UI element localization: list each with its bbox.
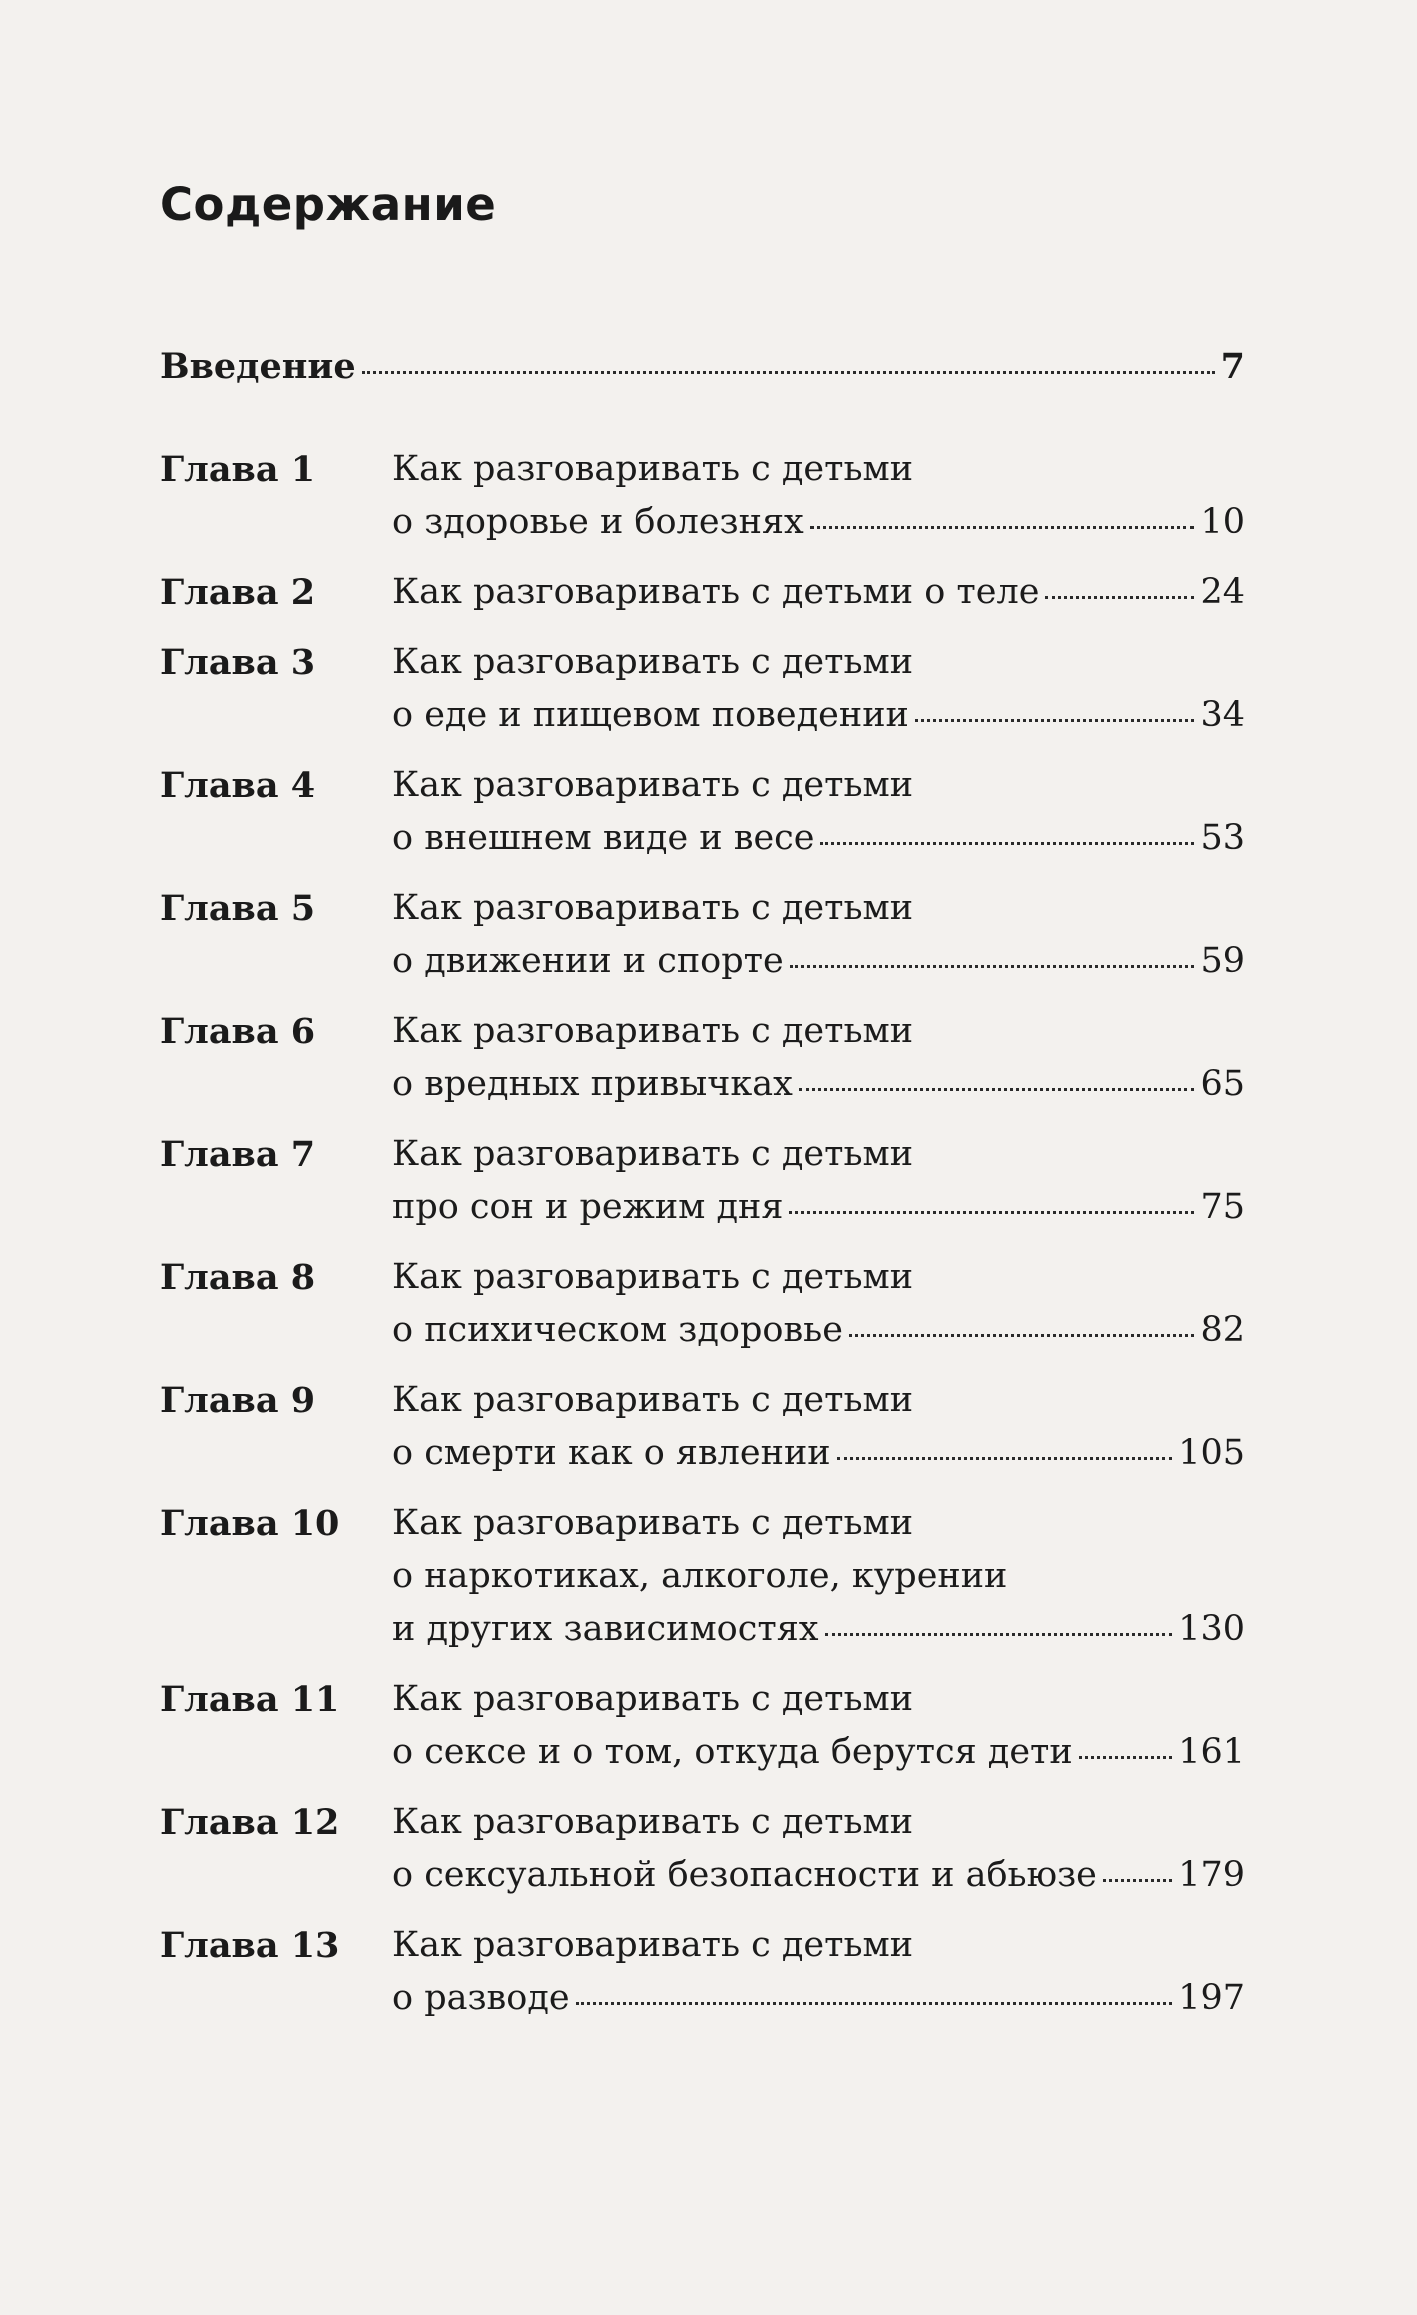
dot-leader (789, 1211, 1194, 1214)
chapter-title-line: о сексуальной безопасности и абьюзе (392, 1855, 1097, 1895)
chapter-title-last-line (392, 1181, 1245, 1234)
chapter-number: Глава 5 (160, 888, 316, 929)
page-title: Содержание (160, 178, 497, 231)
chapter-title-line: Как разговаривать с детьми (392, 1925, 914, 1965)
toc-entry-intro (160, 340, 1245, 393)
chapter-title-line: Как разговаривать с детьми (392, 888, 914, 928)
chapter-title (392, 759, 1245, 865)
chapter-title-line: Как разговаривать с детьми (392, 1679, 914, 1719)
chapter-title-last-line (392, 1849, 1245, 1902)
toc-entry-chapter-5 (160, 882, 1245, 988)
toc-page-number: 53 (1200, 818, 1245, 858)
toc-page-number: 197 (1178, 1978, 1245, 2018)
chapter-title-last-line (392, 1726, 1245, 1779)
toc-page-number: 82 (1200, 1310, 1245, 1350)
chapter-title-line: о наркотиках, алкоголе, курении (392, 1556, 1008, 1596)
toc-entry-chapter-8 (160, 1251, 1245, 1357)
chapter-title (392, 1919, 1245, 2025)
dot-leader (362, 371, 1215, 374)
dot-leader (837, 1457, 1173, 1460)
chapter-title-line: Как разговаривать с детьми (392, 642, 914, 682)
chapter-title-line: Как разговаривать с детьми (392, 1257, 914, 1297)
chapter-title (392, 1128, 1245, 1234)
toc-page-number: 59 (1200, 941, 1245, 981)
chapter-title-line: Как разговаривать с детьми (392, 1503, 914, 1543)
chapter-number: Глава 10 (160, 1503, 340, 1544)
chapter-title-last-line (392, 812, 1245, 865)
chapter-title-line: Как разговаривать с детьми (392, 1011, 914, 1051)
chapter-title-line: о вредных привычках (392, 1064, 793, 1104)
chapter-title (392, 1005, 1245, 1111)
chapter-title (392, 882, 1245, 988)
chapter-title-line: Как разговаривать с детьми (392, 1380, 914, 1420)
toc-page-number: 34 (1200, 695, 1245, 735)
toc-page-number: 65 (1200, 1064, 1245, 1104)
toc-page-number: 7 (1220, 346, 1245, 387)
chapter-title-line: Как разговаривать с детьми (392, 449, 914, 489)
chapter-title (392, 636, 1245, 742)
toc-page-number: 105 (1178, 1433, 1245, 1473)
toc-entry-title: Введение (160, 346, 356, 387)
toc-entry-chapter-12 (160, 1796, 1245, 1902)
chapter-title-line: о разводе (392, 1978, 570, 2018)
chapter-title (392, 1673, 1245, 1779)
chapter-number: Глава 7 (160, 1134, 316, 1175)
toc-entry-chapter-7 (160, 1128, 1245, 1234)
toc-entry-chapter-13 (160, 1919, 1245, 2025)
dot-leader (790, 965, 1195, 968)
chapter-title-line: Как разговаривать с детьми о теле (392, 572, 1040, 612)
chapter-number: Глава 12 (160, 1802, 340, 1843)
toc-page-number: 75 (1200, 1187, 1245, 1227)
toc-page-number: 24 (1200, 572, 1245, 612)
chapter-title (392, 1374, 1245, 1480)
chapter-number: Глава 11 (160, 1679, 340, 1720)
chapter-title-last-line (392, 1972, 1245, 2025)
chapter-title-last-line (392, 1058, 1245, 1111)
chapter-title-line: Как разговаривать с детьми (392, 1134, 914, 1174)
dot-leader (1045, 596, 1194, 599)
toc-entry-chapter-11 (160, 1673, 1245, 1779)
dot-leader (576, 2002, 1173, 2005)
toc-entry-chapter-4 (160, 759, 1245, 865)
chapter-title-last-line (392, 1304, 1245, 1357)
chapter-title-line: про сон и режим дня (392, 1187, 784, 1227)
chapter-title-last-line (392, 935, 1245, 988)
chapter-title-line: Как разговаривать с детьми (392, 1802, 914, 1842)
toc-page-number: 161 (1178, 1732, 1245, 1772)
dot-leader (915, 719, 1195, 722)
chapter-title (392, 1796, 1245, 1902)
dot-leader (1079, 1756, 1172, 1759)
chapter-title (392, 566, 1245, 619)
chapter-number: Глава 4 (160, 765, 316, 806)
dot-leader (825, 1633, 1173, 1636)
chapter-title (392, 1251, 1245, 1357)
chapter-title-line: о еде и пищевом поведении (392, 695, 909, 735)
toc-page-number: 10 (1200, 502, 1245, 542)
toc-entry-chapter-6 (160, 1005, 1245, 1111)
chapter-title-last-line (392, 566, 1245, 619)
toc-page-number: 130 (1178, 1609, 1245, 1649)
toc-entry-chapter-2 (160, 566, 1245, 619)
chapter-title-line: о сексе и о том, откуда берутся дети (392, 1732, 1073, 1772)
chapter-number: Глава 2 (160, 572, 316, 613)
toc-page-number: 179 (1178, 1855, 1245, 1895)
chapter-title-last-line (392, 1603, 1245, 1656)
chapter-title (392, 1497, 1245, 1656)
chapter-number: Глава 6 (160, 1011, 316, 1052)
chapter-title-line: о психическом здоровье (392, 1310, 843, 1350)
dot-leader (1103, 1879, 1172, 1882)
chapter-title-last-line (392, 689, 1245, 742)
chapter-number: Глава 3 (160, 642, 316, 683)
chapter-number: Глава 8 (160, 1257, 316, 1298)
chapter-number: Глава 9 (160, 1380, 316, 1421)
chapter-title-last-line (392, 496, 1245, 549)
toc-entry-chapter-3 (160, 636, 1245, 742)
chapter-title (392, 443, 1245, 549)
toc-entry-chapter-10 (160, 1497, 1245, 1656)
chapter-number: Глава 13 (160, 1925, 340, 1966)
toc-entry-chapter-9 (160, 1374, 1245, 1480)
dot-leader (820, 842, 1194, 845)
chapter-title-last-line (392, 1427, 1245, 1480)
dot-leader (799, 1088, 1195, 1091)
dot-leader (849, 1334, 1195, 1337)
chapter-title-line: о движении и спорте (392, 941, 784, 981)
chapter-title-line: о смерти как о явлении (392, 1433, 831, 1473)
chapter-title-line: и других зависимостях (392, 1609, 819, 1649)
toc-entry-chapter-1 (160, 443, 1245, 549)
table-of-contents (160, 340, 1245, 2042)
chapter-title-line: Как разговаривать с детьми (392, 765, 914, 805)
chapter-number: Глава 1 (160, 449, 316, 490)
chapter-list (160, 443, 1245, 2025)
dot-leader (810, 526, 1195, 529)
chapter-title-line: о здоровье и болезнях (392, 502, 804, 542)
chapter-title-line: о внешнем виде и весе (392, 818, 815, 858)
